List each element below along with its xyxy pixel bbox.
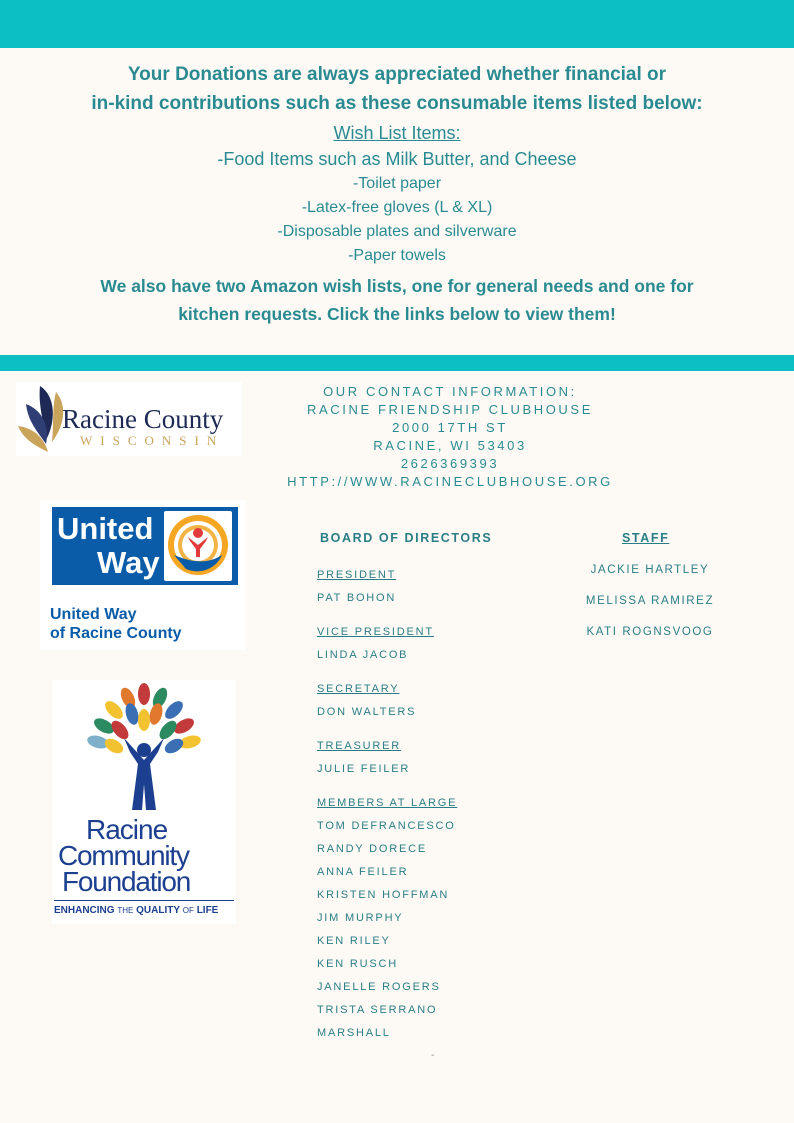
board-member: DON WALTERS xyxy=(317,706,417,718)
board-list xyxy=(317,567,457,1048)
foundation-line-3: Foundation xyxy=(62,866,191,897)
united-way-caption-2: of Racine County xyxy=(50,625,182,642)
board-member: TRISTA SERRANO xyxy=(317,1004,438,1016)
amazon-line-2: kitchen requests. Click the links below to view them! xyxy=(178,304,616,324)
contact-phone: 2626369393 xyxy=(400,456,500,471)
contact-heading: OUR CONTACT INFORMATION: xyxy=(323,384,577,399)
amazon-line-1: We also have two Amazon wish lists, one for general needs and one for xyxy=(100,276,694,296)
top-band xyxy=(0,0,794,48)
board-member: JANELLE ROGERS xyxy=(317,981,441,993)
united-way-line-2: Way xyxy=(97,545,160,580)
wishlist-item: -Latex-free gloves (L & XL) xyxy=(301,199,493,216)
board-role-label: TREASURER xyxy=(317,740,402,752)
foundation-line-2: Community xyxy=(58,840,189,871)
footer-mark: - xyxy=(431,1050,435,1061)
board-member: ANNA FEILER xyxy=(317,866,409,878)
foundation-tagline xyxy=(54,905,218,916)
wishlist-title: Wish List Items: xyxy=(333,123,461,143)
united-way-emblem-box xyxy=(164,511,232,581)
board-role-label: MEMBERS AT LARGE xyxy=(317,797,458,809)
racine-county-name: Racine County xyxy=(62,404,224,434)
wishlist-item: -Paper towels xyxy=(348,247,446,264)
board-role-label: SECRETARY xyxy=(317,683,400,695)
racine-county-sub: WISCONSIN xyxy=(80,433,225,448)
tagline-word: QUALITY xyxy=(136,905,181,916)
contact-url[interactable]: HTTP://WWW.RACINECLUBHOUSE.ORG xyxy=(287,474,613,489)
board-member: TOM DEFRANCESCO xyxy=(317,820,456,832)
middle-band xyxy=(0,355,794,371)
tagline-word: ENHANCING xyxy=(54,905,115,916)
tagline-word: OF xyxy=(182,906,194,915)
board-heading: BOARD OF DIRECTORS xyxy=(320,531,493,545)
tagline-word: THE xyxy=(117,906,134,915)
board-member: JIM MURPHY xyxy=(317,912,404,924)
united-way-box xyxy=(52,507,238,585)
racine-county-logo xyxy=(16,382,242,456)
donation-intro xyxy=(0,60,794,328)
wishlist-item: -Food Items such as Milk Butter, and Cheese xyxy=(217,149,577,169)
united-way-line-1: United xyxy=(57,511,154,546)
board-member: JULIE FEILER xyxy=(317,763,411,775)
community-foundation-logo xyxy=(52,680,236,924)
staff-member: MELISSA RAMIREZ xyxy=(585,595,715,607)
foundation-divider xyxy=(54,900,234,901)
foundation-line-1: Racine xyxy=(86,814,168,845)
intro-line-2: in-kind contributions such as these consumable items listed below: xyxy=(91,93,703,114)
intro-line-1: Your Donations are always appreciated whether financial or xyxy=(127,64,667,85)
tagline-word: LIFE xyxy=(196,905,219,916)
contact-name: RACINE FRIENDSHIP CLUBHOUSE xyxy=(307,402,593,417)
staff-member: KATI ROGNSVOOG xyxy=(586,626,714,638)
contact-street: 2000 17TH ST xyxy=(392,420,508,435)
board-member: KEN RILEY xyxy=(317,935,391,947)
staff-heading: STAFF xyxy=(622,531,670,545)
united-way-caption-1: United Way xyxy=(50,606,137,623)
board-member: LINDA JACOB xyxy=(317,649,409,661)
staff-list xyxy=(560,562,740,655)
wishlist-item: -Disposable plates and silverware xyxy=(277,223,517,240)
amazon-text xyxy=(0,272,794,328)
board-member: RANDY DORECE xyxy=(317,843,428,855)
board-role-label: VICE PRESIDENT xyxy=(317,626,434,638)
united-way-logo xyxy=(40,500,246,650)
tree-person-icon xyxy=(52,680,236,820)
staff-member: JACKIE HARTLEY xyxy=(590,564,710,576)
board-member: MARSHALL xyxy=(317,1027,391,1039)
board-role-label: PRESIDENT xyxy=(317,569,397,581)
contact-city: RACINE, WI 53403 xyxy=(373,438,527,453)
helping-hand-icon xyxy=(164,511,232,581)
wishlist-item: -Toilet paper xyxy=(352,175,442,192)
board-member: KRISTEN HOFFMAN xyxy=(317,889,450,901)
board-member: KEN RUSCH xyxy=(317,958,398,970)
contact-info xyxy=(250,383,650,491)
board-member: PAT BOHON xyxy=(317,592,397,604)
